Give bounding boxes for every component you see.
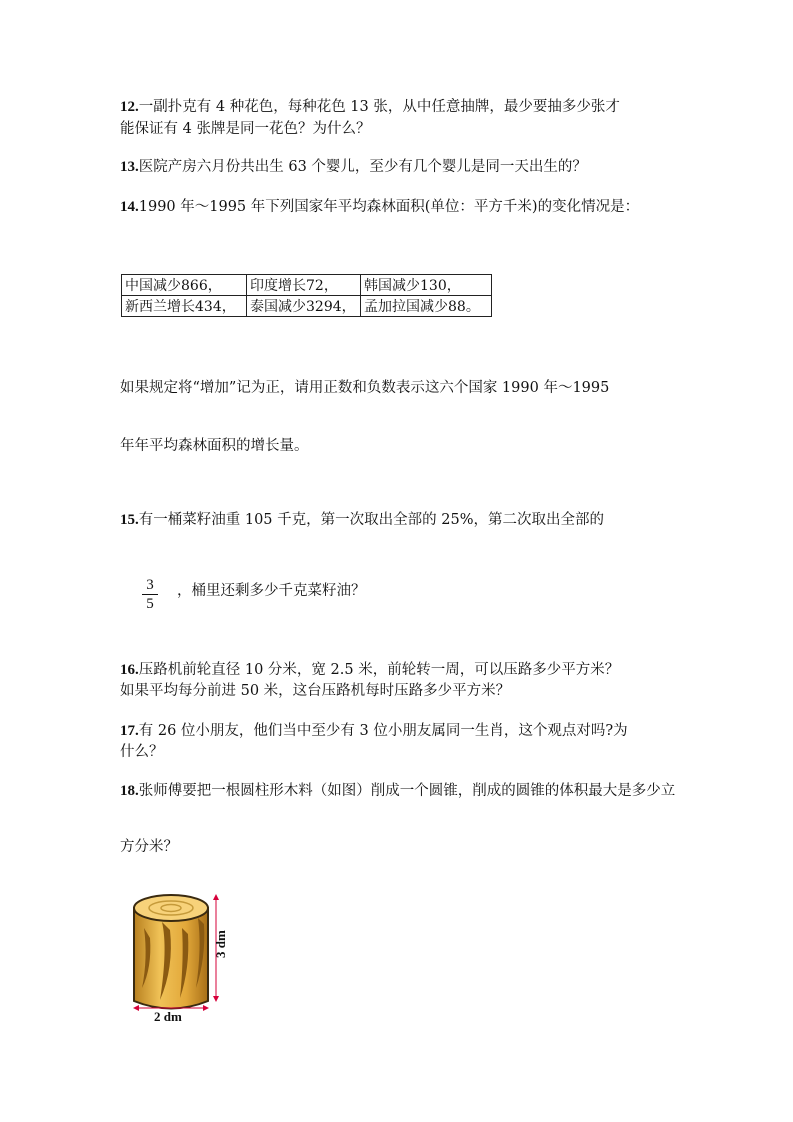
q14-number: 14. [120,199,139,215]
q17-line1 [120,721,628,741]
q16-number: 16. [120,662,139,678]
q18-text-2: 方分米？ [120,839,178,855]
q17-text-2: 什么？ [120,744,164,760]
q12-text-2: 能保证有 4 张牌是同一花色？为什么？ [120,121,371,137]
table-cell: 泰国减少3294， [247,296,361,317]
diameter-label: 2 dm [154,1009,182,1023]
fraction-denominator: 5 [146,596,154,612]
q14-text-3: 年年平均森林面积的增长量。 [120,438,309,454]
fraction-numerator: 3 [146,577,154,593]
q13-line [120,157,587,177]
q14-line [120,197,639,217]
wooden-log-figure [122,888,232,1023]
q14-text-2: 如果规定将“增加”记为正，请用正数和负数表示这六个国家 1990 年～1995 [120,380,610,396]
q14-text: 1990 年～1995 年下列国家年平均森林面积(单位：平方千米)的变化情况是： [138,199,640,215]
q17-number: 17. [120,723,139,739]
q12-line1 [120,97,620,117]
q12-line2 [120,119,370,139]
table-cell: 孟加拉国减少88。 [361,296,492,317]
q13-number: 13. [120,159,139,175]
q15-line2 [177,581,366,601]
q17-line2 [120,742,164,762]
table-cell: 新西兰增长434， [122,296,247,317]
table-cell: 中国减少866， [122,275,247,296]
height-label: 3 dm [213,930,228,958]
table-row [122,275,492,296]
q17-text-1: 有 26 位小朋友，他们当中至少有 3 位小朋友属同一生肖，这个观点对吗?为 [138,723,628,739]
q18-text-1: 张师傅要把一根圆柱形木料（如图）削成一个圆锥，削成的圆锥的体积最大是多少立 [138,783,676,799]
table-cell: 韩国减少130， [361,275,492,296]
table-row [122,296,492,317]
q12-text-1: 一副扑克有 4 种花色，每种花色 13 张，从中任意抽牌，最少要抽多少张才 [138,99,620,115]
q14-line2 [120,378,609,398]
q16-text-2: 如果平均每分前进 50 米，这台压路机每时压路多少平方米？ [120,683,511,699]
q13-text: 医院产房六月份共出生 63 个婴儿，至少有几个婴儿是同一天出生的？ [138,159,587,175]
q18-line1 [120,781,675,801]
q18-number: 18. [120,783,139,799]
q15-line1 [120,510,604,530]
forest-change-table [121,274,492,317]
fraction-three-fifths [142,577,158,612]
fraction-bar [142,594,158,595]
q14-line3 [120,436,309,456]
q16-text-1: 压路机前轮直径 10 分米，宽 2.5 米，前轮转一周，可以压路多少平方米？ [138,662,620,678]
q15-text-2: ，桶里还剩多少千克菜籽油？ [177,583,366,599]
q15-text-1: 有一桶菜籽油重 105 千克，第一次取出全部的 25%，第二次取出全部的 [138,512,604,528]
table-cell: 印度增长72， [247,275,361,296]
q16-line2 [120,681,510,701]
q18-line2 [120,837,178,857]
q15-number: 15. [120,512,139,528]
q16-line1 [120,660,619,680]
q12-number: 12. [120,99,139,115]
